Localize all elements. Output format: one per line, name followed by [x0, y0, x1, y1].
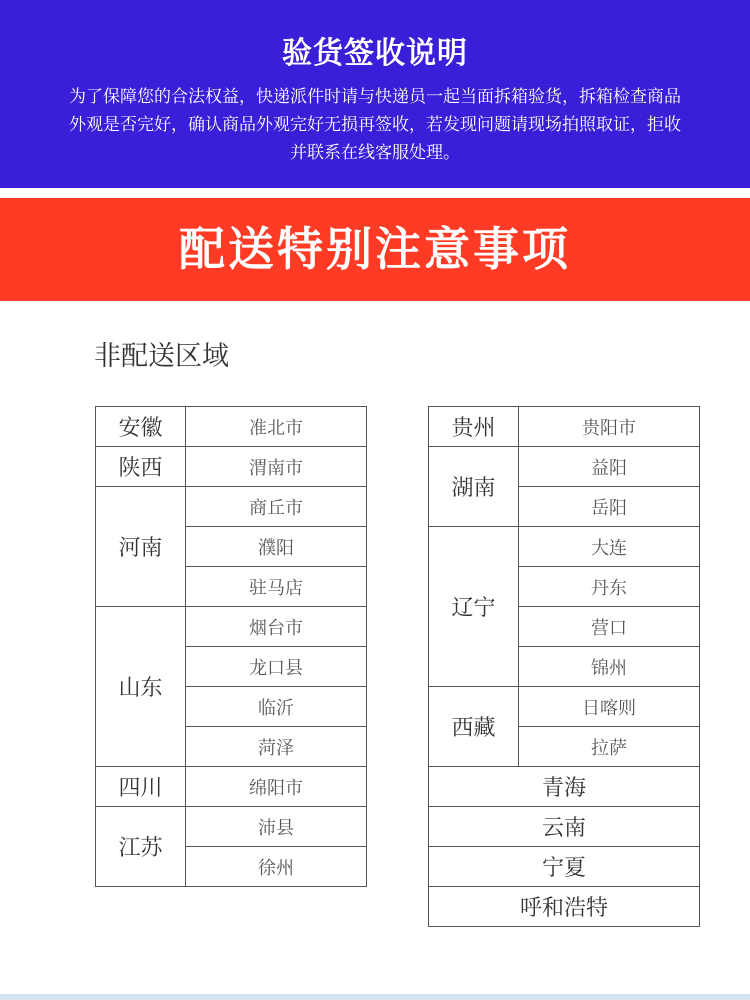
table-row: [429, 887, 700, 927]
city-cell: 临沂: [186, 687, 367, 727]
city-cell: 准北市: [186, 407, 367, 447]
city-cell: 龙口县: [186, 647, 367, 687]
non-delivery-area-title: 非配送区域: [94, 341, 229, 372]
table-row: [429, 767, 700, 807]
province-cell: 四川: [96, 767, 186, 807]
table-row: [96, 487, 367, 527]
city-cell: 丹东: [519, 567, 700, 607]
city-cell: 徐州: [186, 847, 367, 887]
city-cell: 岳阳: [519, 487, 700, 527]
inspection-notice-title: 验货签收说明: [282, 36, 468, 71]
city-cell: 渭南市: [186, 447, 367, 487]
province-cell: 陕西: [96, 447, 186, 487]
region-cell: 青海: [429, 767, 700, 807]
city-cell: 营口: [519, 607, 700, 647]
table-row: [429, 527, 700, 567]
city-cell: 绵阳市: [186, 767, 367, 807]
province-cell: 安徽: [96, 407, 186, 447]
table-row: [96, 607, 367, 647]
city-cell: 菏泽: [186, 727, 367, 767]
city-cell: 拉萨: [519, 727, 700, 767]
table-row: [96, 447, 367, 487]
table-row: [429, 847, 700, 887]
province-cell: 辽宁: [429, 527, 519, 687]
table-row: [96, 807, 367, 847]
city-cell: 沛县: [186, 807, 367, 847]
city-cell: 锦州: [519, 647, 700, 687]
non-delivery-table-left: [95, 406, 367, 887]
table-row: [429, 447, 700, 487]
inspection-notice-panel: [0, 0, 750, 188]
table-row: [96, 767, 367, 807]
province-cell: 江苏: [96, 807, 186, 887]
table-row: [429, 407, 700, 447]
bottom-divider: [0, 994, 750, 1000]
table-row: [96, 407, 367, 447]
region-cell: 呼和浩特: [429, 887, 700, 927]
province-cell: 贵州: [429, 407, 519, 447]
province-cell: 西藏: [429, 687, 519, 767]
city-cell: 日喀则: [519, 687, 700, 727]
region-cell: 云南: [429, 807, 700, 847]
city-cell: 大连: [519, 527, 700, 567]
region-cell: 宁夏: [429, 847, 700, 887]
city-cell: 濮阳: [186, 527, 367, 567]
city-cell: 商丘市: [186, 487, 367, 527]
table-row: [429, 687, 700, 727]
table-row: [429, 807, 700, 847]
inspection-notice-text: 为了保障您的合法权益，快递派件时请与快递员一起当面拆箱验货，拆箱检查商品外观是否完好，确认商品外观完好无损再签收，若发现问题请现场拍照取证，拒收并联系在线客服处理。: [69, 87, 681, 163]
delivery-notice-banner: 配送特别注意事项: [0, 198, 750, 301]
city-cell: 烟台市: [186, 607, 367, 647]
province-cell: 河南: [96, 487, 186, 607]
city-cell: 益阳: [519, 447, 700, 487]
province-cell: 山东: [96, 607, 186, 767]
city-cell: 驻马店: [186, 567, 367, 607]
province-cell: 湖南: [429, 447, 519, 527]
city-cell: 贵阳市: [519, 407, 700, 447]
non-delivery-table-right: [428, 406, 700, 927]
